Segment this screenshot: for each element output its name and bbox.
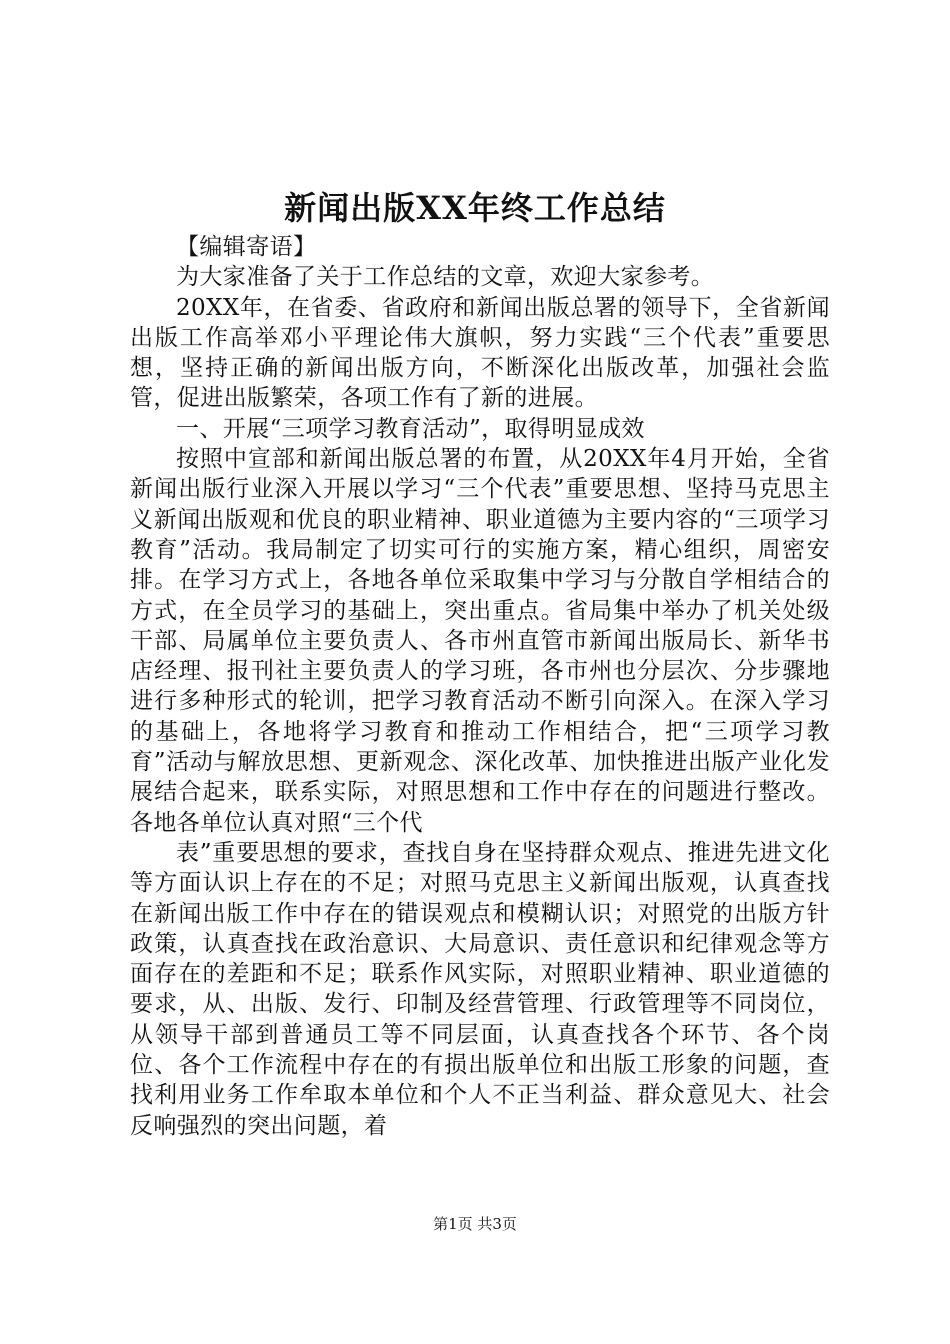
overview-paragraph: 20XX年，在省委、省政府和新闻出版总署的领导下，全省新闻出版工作高举邓小平理论伟大旗帜，努力实践“三个代表”重要思想，坚持正确的新闻出版方向，不断深化出版改革，加强社会监管，促进出版繁荣，各项工作有了新的进展。 (130, 294, 830, 412)
document-body (130, 232, 830, 1141)
page-footer: 第1页 共3页 (433, 1215, 517, 1233)
editor-note-heading: 【编辑寄语】 (176, 234, 317, 260)
intro-paragraph: 为大家准备了关于工作总结的文章，欢迎大家参考。 (176, 264, 715, 291)
document-title: 新闻出版XX年终工作总结 (284, 189, 666, 227)
body-paragraph: 按照中宣部和新闻出版总署的布置，从20XX年4月开始，全省新闻出版行业深入开展以学习“三个代表”重要思想、坚持马克思主义新闻出版观和优良的职业精神、职业道德为主要内容的“三项学习教育”活动。我局制定了切实可行的实施方案，精心组织，周密安排。在学习方式上，各地各单位采取集中学习与分散自学相结合的方式，在全员学习的基础上，突出重点。省局集中举办了机关处级干部、局属单位主要负责人、各市州直管市新闻出版局长、新华书店经理、报刊社主要负责人的学习班，各市州也分层次、分步骤地进行多种形式的轮训，把学习教育活动不断引向深入。在深入学习的基础上，各地将学习教育和推动工作相结合，把“三项学习教育”活动与解放思想、更新观念、深化改革、加快推进出版产业化发展结合起来，联系实际，对照思想和工作中存在的问题进行整改。各地各单位认真对照“三个代 (130, 446, 830, 836)
body-paragraph: 表”重要思想的要求，查找自身在坚持群众观点、推进先进文化等方面认识上存在的不足；对照马克思主义新闻出版观，认真查找在新闻出版工作中存在的错误观点和模糊认识；对照党的出版方针政策，认真查找在政治意识、大局意识、责任意识和纪律观念等方面存在的差距和不足；联系作风实际，对照职业精神、职业道德的要求，从、出版、发行、印制及经营管理、行政管理等不同岗位，从领导干部到普通员工等不同层面，认真查找各个环节、各个岗位、各个工作流程中存在的有损出版单位和出版工形象的问题，查找利用业务工作牟取本单位和个人不正当利益、群众意见大、社会反响强烈的突出问题，着 (130, 839, 830, 1139)
section-heading: 一、开展“三项学习教育活动”，取得明显成效 (176, 415, 645, 442)
